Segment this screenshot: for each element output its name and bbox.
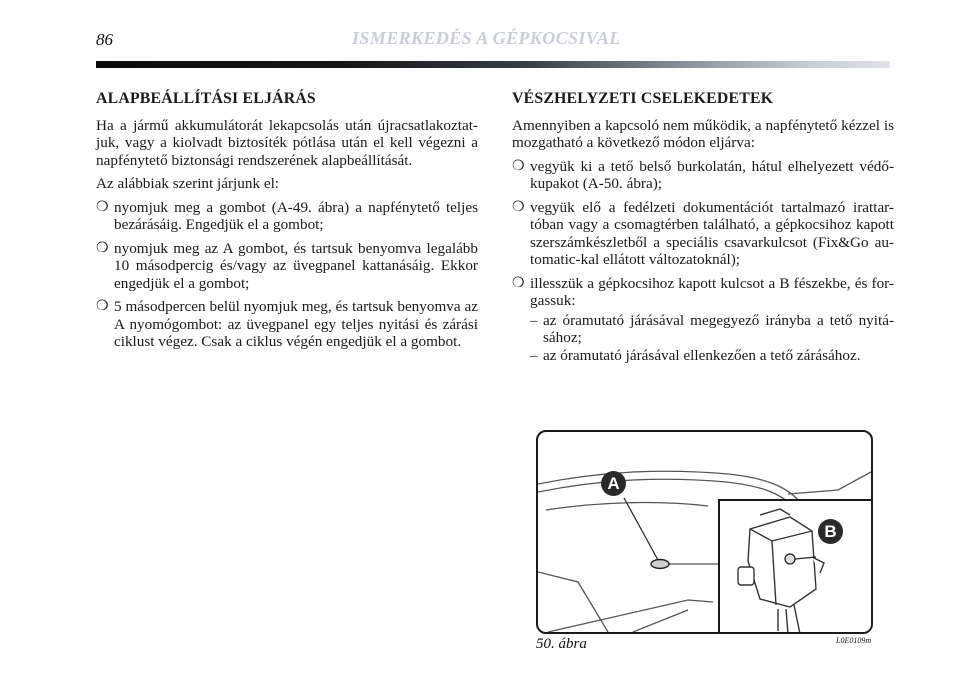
figure-50	[536, 430, 873, 634]
page-number: 86	[96, 30, 113, 49]
lead-paragraph: Az alábbiak szerint járjunk el:	[96, 175, 280, 192]
callout-b: B	[818, 519, 843, 544]
sub-list-item-text: az óramutató járásával ellenkezően a tető zárásához.	[543, 346, 861, 364]
slot-b-shape	[785, 554, 795, 564]
list-item	[512, 199, 894, 269]
bullet-icon: ❍	[512, 275, 525, 291]
figure-code: L0E0109m	[836, 636, 872, 645]
sub-list-item	[512, 347, 894, 365]
list-item-text: nyomjuk meg az A gombot, és tartsuk benyomva legalább 10 másodpercig és/vagy az üvegpanel kattanásáig. Ekkor engedjük el a gombot;	[114, 239, 478, 292]
callout-a: A	[601, 471, 626, 496]
detail-inset	[718, 499, 873, 634]
sub-list-item-text: az óramutató járásával megegyező irányba a tető nyitá-sához;	[543, 311, 894, 346]
list-item	[96, 240, 478, 293]
header-rule	[96, 61, 890, 68]
dash-marker: –	[530, 311, 538, 329]
list-item-text: vegyük elő a fedélzeti dokumentációt tartalmazó irattar-tóban vagy a csomagtérben található, a gépkocsihoz kapott szerszámkészletből a speciális csavarkulcsot (Fix&Go au-tomatic-kal ellátott változatoknál);	[530, 198, 894, 268]
list-item	[512, 158, 894, 193]
left-column	[96, 90, 478, 357]
intro-paragraph: Amennyiben a kapcsoló nem működik, a napfénytető kézzel is mozgatható a következő módon eljárva:	[512, 116, 894, 151]
list-item-text: 5 másodpercen belül nyomjuk meg, és tartsuk benyomva az A nyomógombot: az üvegpanel egy teljes nyitási és zárási ciklust végez. Csak a ciklus végén engedjük el a gombot.	[114, 298, 478, 350]
list-item	[512, 275, 894, 310]
bullet-icon: ❍	[512, 199, 525, 215]
bullet-icon: ❍	[96, 299, 109, 314]
list-item	[96, 199, 478, 234]
dash-marker: –	[530, 346, 538, 364]
section-title-basic-setup: ALAPBEÁLLÍTÁSI ELJÁRÁS	[96, 90, 316, 107]
bullet-icon: ❍	[96, 199, 109, 215]
bullet-icon: ❍	[96, 240, 109, 256]
list-item-text: nyomjuk meg a gombot (A-49. ábra) a napfénytető teljes bezárásáig. Engedjük el a gombot;	[114, 198, 478, 233]
right-column	[512, 90, 894, 364]
running-head: ISMERKEDÉS A GÉPKOCSIVAL	[352, 28, 621, 48]
cap-a-shape	[651, 560, 669, 569]
list-item-text: illesszük a gépkocsihoz kapott kulcsot a B fészekbe, és for-gassuk:	[530, 274, 894, 309]
bullet-icon: ❍	[512, 158, 525, 174]
intro-paragraph: Ha a jármű akkumulátorát lekapcsolás után újracsatlakoztat-juk, vagy a kiolvadt biztosíték pótlása után el kell végezni a napfénytető biztonsági rendszerének alapbeállítását.	[96, 116, 478, 169]
motor-unit-illustration	[720, 501, 873, 634]
sub-list-item	[512, 312, 894, 347]
list-item	[96, 298, 478, 351]
section-title-emergency: VÉSZHELYZETI CSELEKEDETEK	[512, 90, 774, 107]
figure-caption: 50. ábra	[536, 636, 587, 652]
list-item-text: vegyük ki a tető belső burkolatán, hátul elhelyezett védő-kupakot (A-50. ábra);	[530, 157, 894, 192]
